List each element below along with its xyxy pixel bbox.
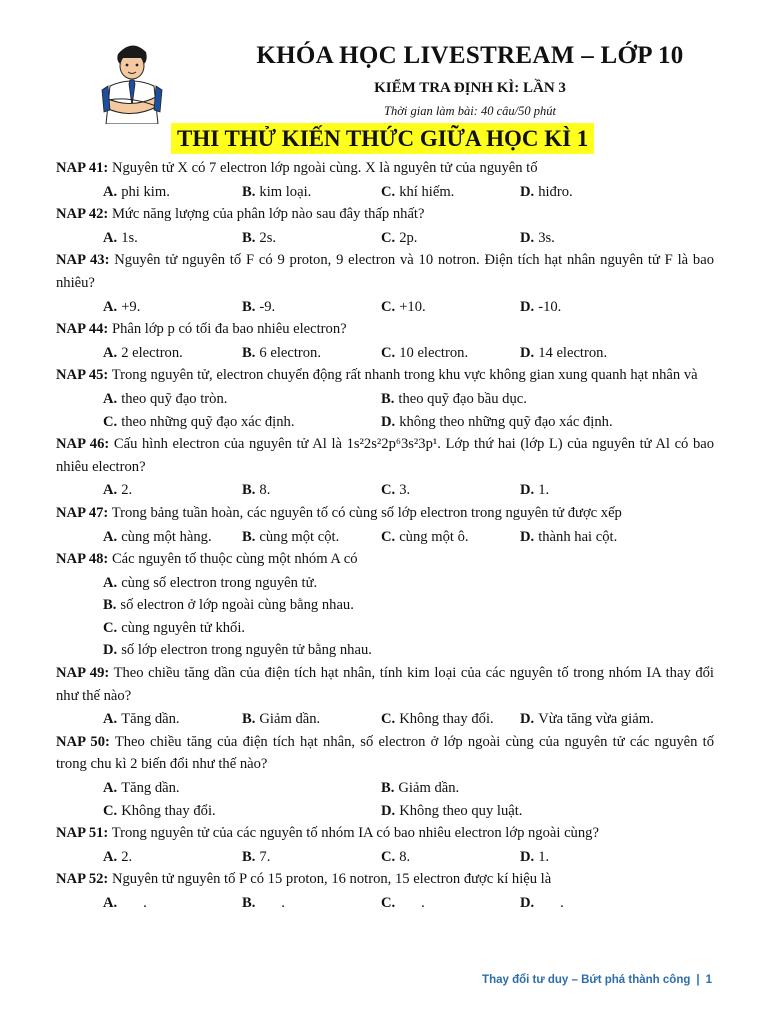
answer-option <box>103 479 242 502</box>
footer-separator: | <box>696 974 700 986</box>
answer-option <box>103 800 381 823</box>
question-label: NAP 44: <box>56 321 109 338</box>
option-key: C. <box>381 711 396 728</box>
option-key: A. <box>103 229 118 246</box>
option-text: hiđro. <box>538 183 573 200</box>
option-text: 2p. <box>399 229 418 246</box>
option-key: A. <box>103 482 118 499</box>
option-text: theo những quỹ đạo xác định. <box>121 413 295 430</box>
question-text: Cấu hình electron của nguyên tử Al là 1s²2s²2p⁶3s²3p¹. Lớp thứ hai (lớp L) của nguyên tử Al có bao nhiêu electron? <box>56 436 715 475</box>
option-key: D. <box>520 229 535 246</box>
answer-option <box>381 526 520 549</box>
answer-option <box>520 296 659 319</box>
option-key: A. <box>103 780 118 797</box>
answer-option <box>103 181 242 204</box>
option-text: số lớp electron trong nguyên tử bằng nhau. <box>121 642 372 659</box>
option-text: 2s. <box>259 229 277 246</box>
question-item <box>56 662 714 731</box>
answer-option <box>103 227 242 250</box>
question-item <box>56 318 714 364</box>
question-label: NAP 49: <box>56 665 110 682</box>
answer-option <box>242 708 381 731</box>
option-key: B. <box>242 298 256 315</box>
answer-option <box>520 846 659 869</box>
answer-option <box>242 342 381 365</box>
option-text: 6 electron. <box>259 344 321 361</box>
answer-option <box>103 594 714 617</box>
answer-option <box>381 846 520 869</box>
question-label: NAP 42: <box>56 206 109 223</box>
option-key: A. <box>103 183 118 200</box>
option-text: Không thay đổi. <box>121 802 216 819</box>
option-key: B. <box>103 597 117 614</box>
page-title: KHÓA HỌC LIVESTREAM – LỚP 10 <box>256 42 684 69</box>
option-key: C. <box>381 344 396 361</box>
answer-option <box>242 296 381 319</box>
question-text: Phân lớp p có tối đa bao nhiêu electron? <box>111 321 347 338</box>
question-stem <box>56 203 714 226</box>
answer-option <box>520 526 659 549</box>
option-text: phi kim. <box>121 183 170 200</box>
answer-option <box>103 639 714 662</box>
option-text: cùng số electron trong nguyên tử. <box>121 574 318 591</box>
answer-option <box>103 388 381 411</box>
answer-options <box>56 708 714 731</box>
question-label: NAP 52: <box>56 871 109 888</box>
option-text: 14 electron. <box>538 344 608 361</box>
option-key: C. <box>381 528 396 545</box>
option-text: 1s. <box>121 229 138 246</box>
answer-option <box>381 892 520 915</box>
answer-option <box>381 708 520 731</box>
option-key: C. <box>103 802 118 819</box>
page-footer <box>482 974 712 986</box>
question-stem <box>56 364 714 387</box>
option-key: A. <box>103 848 118 865</box>
option-key: A. <box>103 574 118 591</box>
option-key: A. <box>103 528 118 545</box>
question-item <box>56 249 714 318</box>
option-text: . <box>538 895 564 911</box>
page-header <box>0 0 768 160</box>
option-text: 2 electron. <box>121 344 183 361</box>
question-item <box>56 433 714 502</box>
option-key: D. <box>520 528 535 545</box>
option-text: 7. <box>259 848 271 865</box>
question-item <box>56 203 714 249</box>
option-key: A. <box>103 895 118 911</box>
answer-option <box>520 892 659 915</box>
option-key: C. <box>381 482 396 499</box>
option-text: +10. <box>399 298 426 315</box>
question-label: NAP 50: <box>56 733 110 750</box>
answer-options <box>56 572 714 662</box>
exam-subtitle: KIỂM TRA ĐỊNH KÌ: LẦN 3 <box>374 80 566 96</box>
question-item <box>56 731 714 822</box>
answer-option <box>381 227 520 250</box>
answer-option <box>103 526 242 549</box>
answer-option <box>242 227 381 250</box>
option-key: A. <box>103 298 118 315</box>
option-key: C. <box>381 229 396 246</box>
answer-option <box>381 388 659 411</box>
option-text: +9. <box>121 298 141 315</box>
answer-option <box>520 479 659 502</box>
answer-option <box>103 617 714 640</box>
answer-option <box>242 846 381 869</box>
question-text: Theo chiều tăng của điện tích hạt nhân, số electron ở lớp ngoài cùng của nguyên tử các nguyên tố trong chu kì 2 biến đổi như thế nào? <box>56 733 714 773</box>
option-text: Giảm dần. <box>398 780 460 797</box>
option-text: theo quỹ đạo bầu dục. <box>398 390 527 407</box>
answer-options <box>56 777 714 822</box>
option-text: Không theo quy luật. <box>399 802 523 819</box>
option-key: D. <box>520 482 535 499</box>
question-text: Trong nguyên tử của các nguyên tố nhóm IA có bao nhiêu electron lớp ngoài cùng? <box>111 825 599 842</box>
question-text: Nguyên tử nguyên tố F có 9 proton, 9 electron và 10 notron. Điện tích hạt nhân nguyên tử F là bao nhiêu? <box>56 252 715 291</box>
option-text: 10 electron. <box>399 344 469 361</box>
option-key: C. <box>103 413 118 430</box>
option-key: B. <box>381 390 395 407</box>
option-text: cùng một hàng. <box>121 528 212 545</box>
option-key: D. <box>381 802 396 819</box>
option-key: B. <box>242 848 256 865</box>
option-text: 8. <box>399 848 411 865</box>
question-list <box>56 157 714 915</box>
option-key: D. <box>520 183 535 200</box>
question-label: NAP 46: <box>56 436 110 453</box>
option-key: B. <box>242 229 256 246</box>
question-item <box>56 502 714 548</box>
answer-option <box>381 181 520 204</box>
option-text: không theo những quỹ đạo xác định. <box>399 413 613 430</box>
question-stem <box>56 731 714 776</box>
question-text: Nguyên tử X có 7 electron lớp ngoài cùng. X là nguyên tử của nguyên tố <box>111 160 538 176</box>
answer-option <box>103 342 242 365</box>
option-key: B. <box>242 528 256 545</box>
option-text: -10. <box>538 298 562 315</box>
question-stem <box>56 548 714 571</box>
answer-option <box>103 411 381 434</box>
option-text: kim loại. <box>259 183 312 200</box>
question-stem <box>56 822 714 845</box>
answer-options <box>56 181 714 204</box>
answer-option <box>520 708 659 731</box>
option-key: C. <box>103 619 118 636</box>
answer-option <box>242 526 381 549</box>
option-text: Không thay đổi. <box>399 711 494 728</box>
question-text: Mức năng lượng của phân lớp nào sau đây thấp nhất? <box>111 206 425 223</box>
option-key: D. <box>520 344 535 361</box>
highlight-banner: THI THỬ KIẾN THỨC GIỮA HỌC KÌ 1 <box>171 123 594 154</box>
question-stem <box>56 318 714 341</box>
option-key: B. <box>242 895 256 911</box>
answer-option <box>381 800 659 823</box>
option-key: B. <box>242 711 256 728</box>
question-label: NAP 43: <box>56 252 110 269</box>
answer-options <box>56 227 714 250</box>
answer-options <box>56 479 714 502</box>
question-stem <box>56 249 714 294</box>
question-stem <box>56 157 714 180</box>
answer-options <box>56 388 714 433</box>
option-text: 3. <box>399 482 411 499</box>
answer-options <box>56 892 714 915</box>
answer-option <box>103 708 242 731</box>
time-limit: Thời gian làm bài: 40 câu/50 phút <box>384 104 556 118</box>
option-key: C. <box>381 895 396 911</box>
option-text: 3s. <box>538 229 555 246</box>
option-text: cùng nguyên tử khối. <box>121 619 246 636</box>
answer-option <box>520 181 659 204</box>
question-label: NAP 41: <box>56 160 109 176</box>
option-text: Giảm dần. <box>259 711 321 728</box>
question-label: NAP 47: <box>56 504 109 521</box>
option-text: . <box>399 895 425 911</box>
option-key: B. <box>242 183 256 200</box>
question-text: Trong bảng tuần hoàn, các nguyên tố có cùng số lớp electron trong nguyên tử được xếp <box>111 504 622 521</box>
option-key: D. <box>520 711 535 728</box>
option-text: 1. <box>538 482 550 499</box>
option-text: . <box>121 895 147 911</box>
answer-option <box>242 181 381 204</box>
answer-option <box>103 572 714 595</box>
option-key: D. <box>103 642 118 659</box>
answer-option <box>103 892 242 915</box>
option-text: . <box>259 895 285 911</box>
answer-option <box>520 227 659 250</box>
answer-options <box>56 846 714 869</box>
question-item <box>56 868 714 914</box>
option-key: B. <box>242 482 256 499</box>
option-key: D. <box>520 895 535 911</box>
option-key: A. <box>103 344 118 361</box>
footer-slogan: Thay đổi tư duy – Bứt phá thành công <box>482 974 691 986</box>
answer-options <box>56 296 714 319</box>
question-text: Các nguyên tố thuộc cùng một nhóm A có <box>111 551 358 568</box>
question-text: Trong nguyên tử, electron chuyển động rất nhanh trong khu vực không gian xung quanh hạt nhân và <box>111 367 698 384</box>
option-key: A. <box>103 711 118 728</box>
option-text: 1. <box>538 848 550 865</box>
option-key: A. <box>103 390 118 407</box>
answer-option <box>242 892 381 915</box>
answer-options <box>56 526 714 549</box>
answer-option <box>381 479 520 502</box>
question-label: NAP 51: <box>56 825 109 842</box>
option-key: D. <box>520 298 535 315</box>
answer-option <box>381 342 520 365</box>
answer-option <box>242 479 381 502</box>
question-item <box>56 548 714 662</box>
answer-option <box>103 846 242 869</box>
option-text: khí hiếm. <box>399 183 455 200</box>
option-key: D. <box>381 413 396 430</box>
answer-option <box>103 777 381 800</box>
answer-option <box>381 296 520 319</box>
answer-option <box>381 777 659 800</box>
question-text: Theo chiều tăng dần của điện tích hạt nhân, tính kim loại của các nguyên tố trong nhóm IA thay đổi như thế nào? <box>56 665 714 704</box>
option-text: Tăng dần. <box>121 780 180 797</box>
option-key: B. <box>381 780 395 797</box>
student-logo-icon <box>100 40 164 124</box>
option-key: C. <box>381 848 396 865</box>
question-stem <box>56 502 714 525</box>
question-stem <box>56 868 714 891</box>
option-text: Vừa tăng vừa giảm. <box>538 711 654 728</box>
option-text: -9. <box>259 298 276 315</box>
option-key: C. <box>381 183 396 200</box>
answer-option <box>381 411 659 434</box>
option-text: thành hai cột. <box>538 528 618 545</box>
question-item <box>56 157 714 203</box>
page-number: 1 <box>705 974 712 986</box>
question-text: Nguyên tử nguyên tố P có 15 proton, 16 notron, 15 electron được kí hiệu là <box>111 871 552 888</box>
option-text: 2. <box>121 482 133 499</box>
question-label: NAP 48: <box>56 551 109 568</box>
option-text: 8. <box>259 482 271 499</box>
question-label: NAP 45: <box>56 367 109 384</box>
answer-option <box>103 296 242 319</box>
option-text: cùng một ô. <box>399 528 469 545</box>
option-key: D. <box>520 848 535 865</box>
question-item <box>56 822 714 868</box>
option-text: theo quỹ đạo tròn. <box>121 390 228 407</box>
question-item <box>56 364 714 433</box>
option-text: Tăng dần. <box>121 711 180 728</box>
answer-option <box>520 342 659 365</box>
question-stem <box>56 662 714 707</box>
option-key: B. <box>242 344 256 361</box>
question-stem <box>56 433 714 478</box>
answer-options <box>56 342 714 365</box>
option-text: cùng một cột. <box>259 528 340 545</box>
option-key: C. <box>381 298 396 315</box>
option-text: số electron ở lớp ngoài cùng bằng nhau. <box>120 597 354 614</box>
option-text: 2. <box>121 848 133 865</box>
